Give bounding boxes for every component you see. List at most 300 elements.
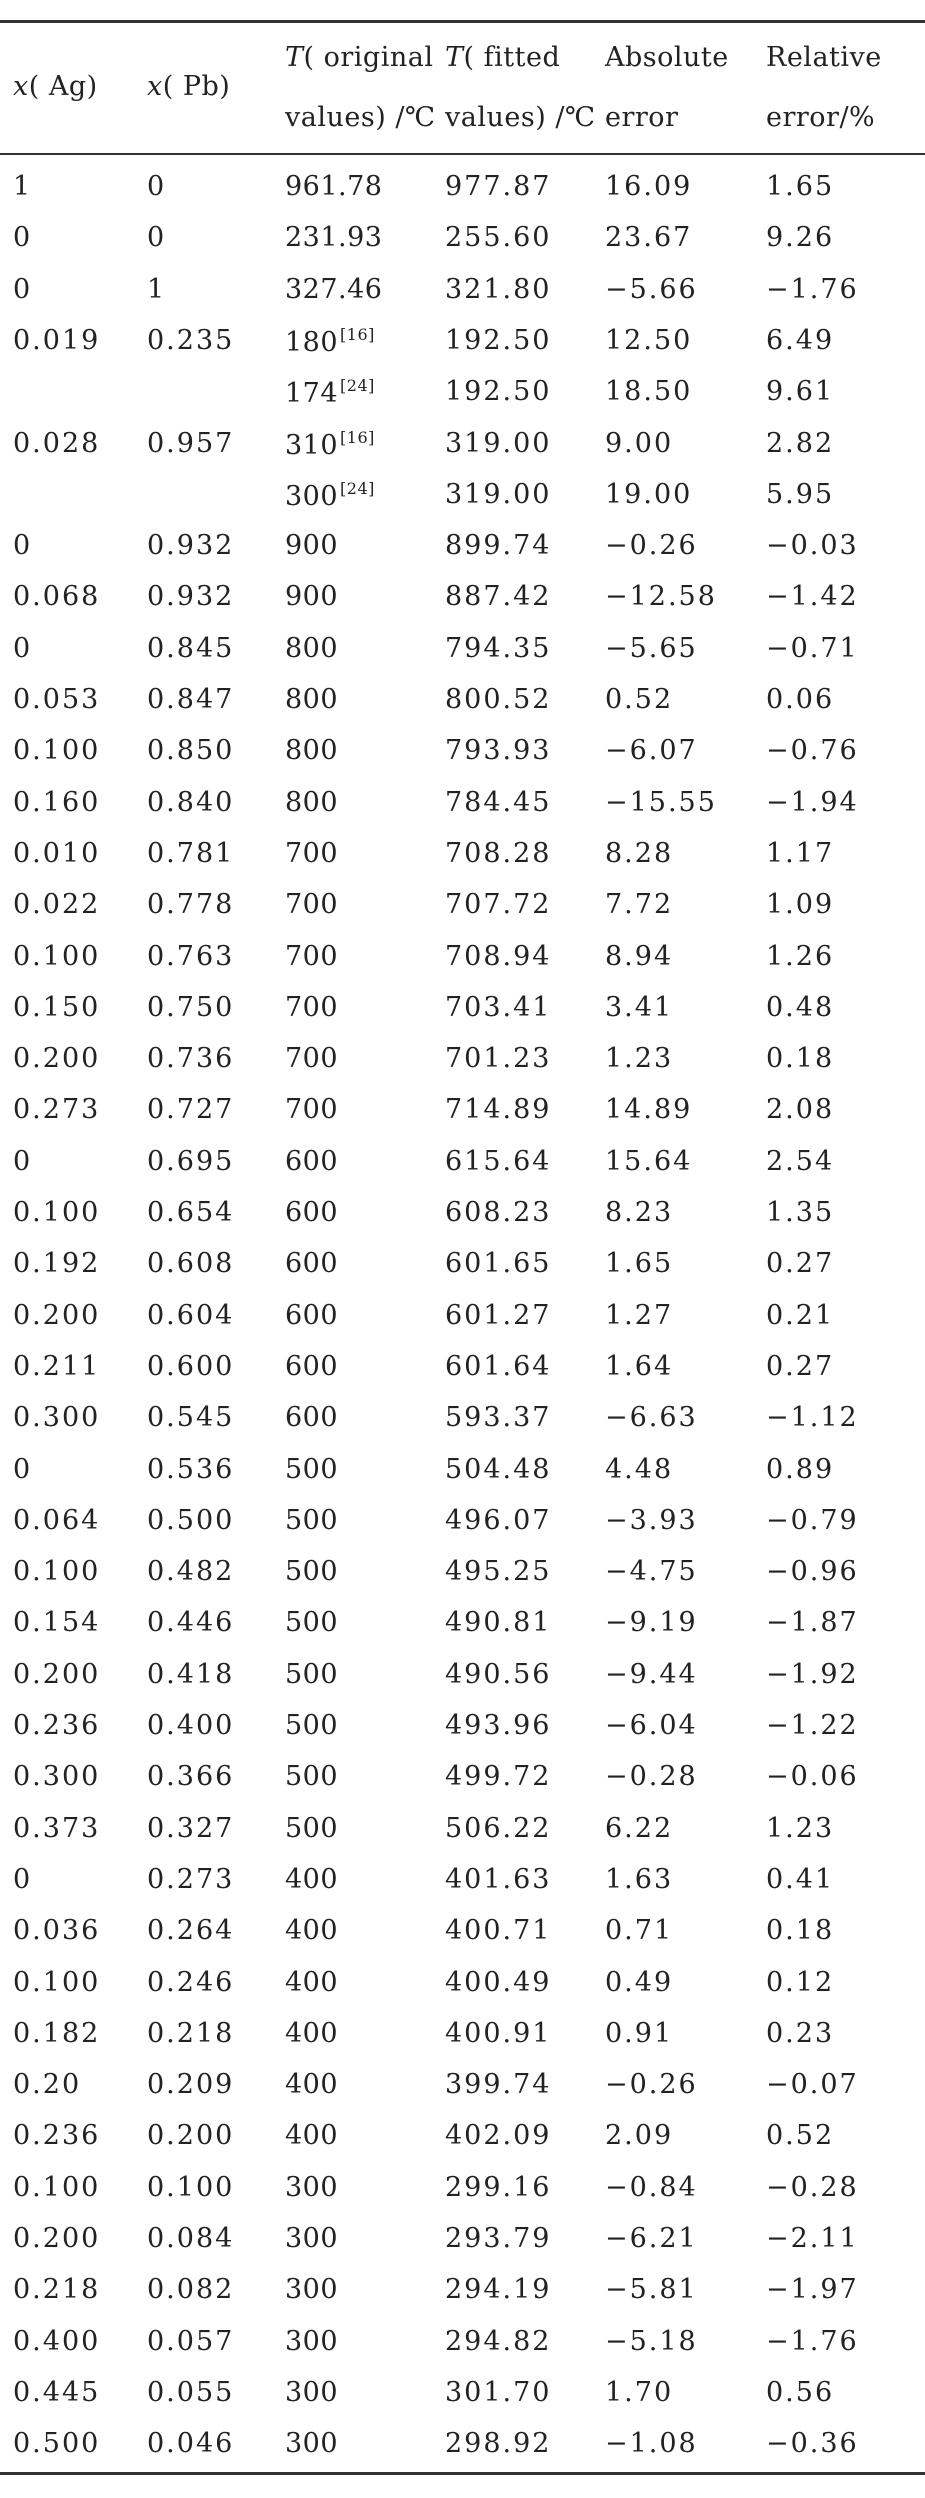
table-row	[0, 2264, 925, 2315]
cell-x-ag: 0	[13, 1453, 33, 1485]
cell-t-original-value: 900	[285, 530, 339, 562]
cell-x-ag: 0.218	[13, 2274, 101, 2306]
table-row	[0, 1341, 925, 1392]
cell-absolute-error: 12.50	[605, 324, 693, 356]
cell-x-ag: 0	[13, 273, 33, 305]
cell-x-ag: 0.154	[13, 1607, 101, 1639]
cell-t-fitted: 192.50	[445, 376, 552, 408]
cell-absolute-error: 19.00	[605, 478, 693, 510]
header-t-fitted-line1	[445, 44, 560, 71]
cell-t-fitted: 601.65	[445, 1248, 552, 1280]
header-t-fitted-line1-text: ( fitted	[463, 42, 561, 73]
cell-x-ag: 0.236	[13, 2120, 101, 2152]
cell-t-original-value: 400	[285, 2120, 339, 2152]
cell-relative-error: 0.18	[766, 1915, 835, 1947]
cell-t-original-value: 300	[285, 2223, 339, 2254]
cell-x-pb: 0.604	[147, 1299, 235, 1331]
cell-x-ag: 0.300	[13, 1402, 101, 1434]
cell-relative-error: −0.71	[766, 632, 859, 664]
cell-t-original-value: 500	[285, 1504, 339, 1536]
cell-relative-error: 1.35	[766, 1197, 835, 1228]
cell-x-ag: 0.064	[13, 1504, 101, 1536]
cell-absolute-error: 1.63	[605, 1863, 674, 1895]
cell-relative-error: 9.61	[766, 376, 835, 408]
cell-x-ag: 0.100	[13, 940, 101, 972]
table-row	[0, 777, 925, 828]
citation-ref: [24]	[340, 376, 375, 396]
cell-t-fitted: 301.70	[445, 2376, 552, 2408]
cell-t-original-value: 800	[285, 735, 339, 767]
table-row	[0, 161, 925, 212]
cell-t-fitted: 708.94	[445, 940, 552, 972]
cell-t-fitted: 399.74	[445, 2069, 552, 2101]
cell-x-pb: 0.235	[147, 324, 235, 356]
cell-t-original-value: 300	[285, 2376, 339, 2408]
cell-t-fitted: 601.27	[445, 1299, 552, 1331]
cell-absolute-error: 18.50	[605, 376, 693, 408]
cell-x-pb: 0.932	[147, 530, 235, 562]
cell-t-original-value: 600	[285, 1197, 339, 1228]
cell-t-original	[285, 324, 375, 358]
cell-t-original	[285, 173, 382, 200]
cell-t-fitted: 400.49	[445, 1966, 552, 1998]
cell-t-original-value: 500	[285, 1453, 339, 1485]
cell-relative-error: 0.21	[766, 1299, 835, 1331]
table-row	[0, 2213, 925, 2264]
cell-x-ag: 0.200	[13, 1658, 101, 1690]
cell-relative-error: 0.52	[766, 2120, 835, 2152]
cell-t-original-value: 174	[285, 378, 339, 410]
cell-x-pb: 0.084	[147, 2223, 235, 2254]
cell-x-pb: 0.418	[147, 1658, 235, 1690]
cell-t-original-value: 300	[285, 480, 339, 512]
cell-x-pb: 0.778	[147, 889, 235, 921]
cell-relative-error: 0.06	[766, 684, 835, 715]
cell-absolute-error: 0.49	[605, 1966, 674, 1998]
table-header-rule	[0, 153, 925, 155]
cell-t-fitted: 707.72	[445, 889, 552, 921]
cell-absolute-error: 8.28	[605, 837, 674, 869]
cell-t-fitted: 294.19	[445, 2274, 552, 2306]
cell-absolute-error: 0.52	[605, 684, 674, 715]
cell-t-original-value: 300	[285, 2274, 339, 2306]
cell-t-fitted: 319.00	[445, 427, 552, 459]
cell-relative-error: 0.23	[766, 2017, 835, 2049]
cell-absolute-error: −6.63	[605, 1402, 698, 1434]
cell-t-original-value: 700	[285, 889, 339, 921]
cell-t-original	[285, 1761, 339, 1793]
cell-x-ag: 0.373	[13, 1812, 101, 1844]
cell-t-original-value: 700	[285, 1094, 339, 1126]
cell-t-fitted: 495.25	[445, 1556, 552, 1588]
cell-t-fitted: 490.81	[445, 1607, 552, 1639]
cell-relative-error: 5.95	[766, 478, 835, 510]
cell-absolute-error: 6.22	[605, 1812, 674, 1844]
cell-relative-error: −1.42	[766, 581, 859, 613]
cell-t-original-value: 600	[285, 1299, 339, 1331]
table-row	[0, 1905, 925, 1956]
cell-relative-error: 1.26	[766, 940, 835, 972]
cell-x-ag: 0.200	[13, 1299, 101, 1331]
cell-t-original-value: 327.46	[285, 273, 383, 305]
cell-relative-error: −2.11	[766, 2223, 859, 2254]
cell-t-original	[285, 1453, 339, 1485]
table-row	[0, 2316, 925, 2367]
cell-relative-error: 2.08	[766, 1094, 835, 1126]
cell-x-pb: 0.608	[147, 1248, 235, 1280]
cell-x-pb: 0.840	[147, 786, 235, 818]
table-row	[0, 1392, 925, 1443]
cell-x-ag: 0	[13, 222, 33, 254]
table-row	[0, 366, 925, 417]
table-row	[0, 1495, 925, 1546]
citation-ref: [16]	[340, 427, 375, 447]
cell-x-ag: 0.500	[13, 2428, 101, 2460]
cell-t-original	[285, 632, 339, 664]
cell-absolute-error: −0.26	[605, 2069, 698, 2101]
cell-absolute-error: 9.00	[605, 427, 674, 459]
table-row	[0, 2418, 925, 2469]
header-relative-line2: error/%	[766, 102, 876, 133]
cell-t-original-value: 400	[285, 2017, 339, 2049]
cell-absolute-error: −5.66	[605, 273, 698, 305]
cell-absolute-error: 0.71	[605, 1915, 674, 1947]
cell-absolute-error: 3.41	[605, 991, 674, 1023]
cell-x-pb: 0.727	[147, 1094, 235, 1126]
cell-x-pb: 0.763	[147, 940, 235, 972]
cell-x-pb: 0.264	[147, 1915, 235, 1947]
cell-t-fitted: 319.00	[445, 478, 552, 510]
cell-absolute-error: 1.64	[605, 1350, 674, 1382]
header-t-original-var: T	[285, 42, 304, 73]
cell-x-pb: 0.100	[147, 2171, 235, 2203]
cell-absolute-error: −6.21	[605, 2223, 698, 2254]
cell-relative-error: 1.65	[766, 171, 835, 202]
cell-x-ag: 0.211	[13, 1350, 101, 1382]
cell-t-original-value: 500	[285, 1812, 339, 1844]
table-row	[0, 1238, 925, 1289]
cell-x-ag: 0.010	[13, 837, 101, 869]
table-bottom-rule	[0, 2472, 925, 2475]
table-row	[0, 212, 925, 263]
cell-absolute-error: −3.93	[605, 1504, 698, 1536]
cell-relative-error: 2.54	[766, 1145, 835, 1177]
cell-absolute-error: 15.64	[605, 1145, 693, 1177]
header-x-ag	[13, 73, 98, 100]
cell-t-original	[285, 1504, 339, 1536]
cell-t-original	[285, 581, 339, 613]
cell-t-original	[285, 1556, 339, 1588]
cell-relative-error: 0.18	[766, 1043, 835, 1075]
cell-t-fitted: 784.45	[445, 786, 552, 818]
cell-t-original	[285, 991, 339, 1023]
cell-absolute-error: −9.44	[605, 1658, 698, 1690]
cell-t-fitted: 615.64	[445, 1145, 552, 1177]
cell-t-original-value: 900	[285, 581, 339, 613]
table-row	[0, 315, 925, 366]
cell-t-fitted: 401.63	[445, 1863, 552, 1895]
cell-relative-error: −1.76	[766, 273, 859, 305]
cell-x-ag: 0.036	[13, 1915, 101, 1947]
cell-x-pb: 0.536	[147, 1453, 235, 1485]
cell-relative-error: −1.94	[766, 786, 859, 818]
table-row	[0, 1444, 925, 1495]
cell-t-fitted: 793.93	[445, 735, 552, 767]
cell-t-original	[285, 273, 383, 305]
cell-absolute-error: 14.89	[605, 1094, 693, 1126]
cell-t-original	[285, 2120, 339, 2152]
cell-absolute-error: 23.67	[605, 222, 693, 254]
cell-t-fitted: 293.79	[445, 2223, 552, 2254]
cell-relative-error: −0.36	[766, 2428, 859, 2460]
cell-relative-error: −0.06	[766, 1761, 859, 1793]
table-row	[0, 1700, 925, 1751]
table-row	[0, 725, 925, 776]
cell-t-original	[285, 1402, 339, 1434]
cell-relative-error: −0.96	[766, 1556, 859, 1588]
cell-absolute-error: −0.26	[605, 530, 698, 562]
cell-relative-error: 0.27	[766, 1248, 835, 1280]
cell-t-original-value: 800	[285, 786, 339, 818]
cell-absolute-error: −1.08	[605, 2428, 698, 2460]
cell-t-original	[285, 786, 339, 818]
cell-t-original	[285, 427, 375, 461]
cell-t-original	[285, 1350, 339, 1382]
cell-t-fitted: 708.28	[445, 837, 552, 869]
cell-relative-error: −0.76	[766, 735, 859, 767]
cell-t-original	[285, 1299, 339, 1331]
cell-relative-error: −0.79	[766, 1504, 859, 1536]
cell-t-original-value: 600	[285, 1248, 339, 1280]
cell-x-ag: 0.100	[13, 1197, 101, 1228]
header-t-fitted-line2: values) /℃	[445, 102, 596, 133]
cell-x-pb: 0.545	[147, 1402, 235, 1434]
cell-x-pb: 0.366	[147, 1761, 235, 1793]
cell-t-original	[285, 1607, 339, 1639]
header-relative-line1: Relative	[766, 42, 882, 73]
table-row	[0, 1187, 925, 1238]
table-row	[0, 571, 925, 622]
cell-relative-error: 6.49	[766, 324, 835, 356]
cell-t-original-value: 300	[285, 2325, 339, 2357]
table-row	[0, 1957, 925, 2008]
table-row	[0, 418, 925, 469]
table-row	[0, 1546, 925, 1597]
cell-t-original-value: 500	[285, 1761, 339, 1793]
header-x-ag-label: ( Ag)	[28, 71, 98, 102]
cell-absolute-error: 0.91	[605, 2017, 674, 2049]
header-x-pb-var: x	[147, 71, 163, 102]
table-row	[0, 1597, 925, 1648]
cell-x-pb: 0.654	[147, 1197, 235, 1228]
cell-t-fitted: 496.07	[445, 1504, 552, 1536]
table-row	[0, 2367, 925, 2418]
cell-absolute-error: 1.70	[605, 2376, 674, 2408]
cell-t-original	[285, 1043, 339, 1075]
cell-absolute-error: 16.09	[605, 171, 693, 202]
cell-relative-error: 1.09	[766, 889, 835, 921]
cell-t-original	[285, 940, 339, 972]
table-row	[0, 264, 925, 315]
cell-relative-error: 0.56	[766, 2376, 835, 2408]
cell-t-original-value: 600	[285, 1350, 339, 1382]
cell-t-fitted: 400.71	[445, 1915, 552, 1947]
cell-t-fitted: 504.48	[445, 1453, 552, 1485]
header-x-pb-label: ( Pb)	[162, 71, 231, 102]
cell-relative-error: −1.87	[766, 1607, 859, 1639]
cell-t-original	[285, 1915, 339, 1947]
cell-x-ag: 0.236	[13, 1710, 101, 1741]
cell-x-pb: 0.055	[147, 2376, 235, 2408]
cell-x-ag: 0.160	[13, 786, 101, 818]
cell-t-original-value: 700	[285, 837, 339, 869]
cell-t-fitted: 255.60	[445, 222, 552, 254]
cell-x-ag: 1	[13, 171, 33, 202]
cell-t-original	[285, 735, 339, 767]
cell-t-fitted: 499.72	[445, 1761, 552, 1793]
cell-t-fitted: 794.35	[445, 632, 552, 664]
cell-relative-error: 0.89	[766, 1453, 835, 1485]
cell-x-ag: 0.100	[13, 1966, 101, 1998]
cell-x-pb: 0.957	[147, 427, 235, 459]
cell-t-fitted: 703.41	[445, 991, 552, 1023]
table-row	[0, 674, 925, 725]
cell-x-ag: 0.022	[13, 889, 101, 921]
cell-relative-error: −0.03	[766, 530, 859, 562]
cell-t-original-value: 800	[285, 684, 339, 715]
table-row	[0, 1290, 925, 1341]
cell-t-original	[285, 1812, 339, 1844]
citation-ref: [24]	[340, 478, 375, 498]
citation-ref: [16]	[340, 324, 375, 344]
cell-x-pb: 0.200	[147, 2120, 235, 2152]
cell-t-original	[285, 2428, 339, 2460]
table-row	[0, 1803, 925, 1854]
cell-t-fitted: 299.16	[445, 2171, 552, 2203]
cell-x-pb: 0.273	[147, 1863, 235, 1895]
cell-t-original	[285, 1094, 339, 1126]
cell-relative-error: 0.48	[766, 991, 835, 1023]
cell-absolute-error: −5.65	[605, 632, 698, 664]
cell-t-original-value: 961.78	[285, 171, 383, 202]
cell-x-pb: 0.057	[147, 2325, 235, 2357]
cell-t-original-value: 400	[285, 1915, 339, 1947]
header-absolute-line2: error	[605, 102, 679, 133]
cell-t-fitted: 321.80	[445, 273, 552, 305]
cell-x-ag: 0.200	[13, 1043, 101, 1075]
cell-t-original	[285, 686, 338, 713]
cell-t-original	[285, 1966, 339, 1998]
cell-x-pb: 0.500	[147, 1504, 235, 1536]
cell-x-ag: 0.100	[13, 1556, 101, 1588]
cell-absolute-error: −0.84	[605, 2171, 698, 2203]
cell-t-original-value: 300	[285, 2428, 339, 2460]
cell-x-pb: 0.246	[147, 1966, 235, 1998]
cell-t-fitted: 294.82	[445, 2325, 552, 2357]
cell-x-pb: 0	[147, 171, 167, 202]
cell-t-original	[285, 1712, 338, 1739]
cell-relative-error: −1.92	[766, 1658, 859, 1690]
header-x-ag-var: x	[13, 71, 29, 102]
cell-t-original	[285, 1199, 338, 1226]
cell-t-original-value: 231.93	[285, 222, 383, 254]
cell-x-pb: 0.695	[147, 1145, 235, 1177]
cell-x-ag: 0.068	[13, 581, 101, 613]
cell-t-original-value: 400	[285, 1863, 339, 1895]
cell-t-original-value: 400	[285, 2069, 339, 2101]
cell-x-ag: 0.20	[13, 2069, 82, 2101]
cell-absolute-error: 8.23	[605, 1197, 674, 1228]
cell-t-original	[285, 837, 339, 869]
cell-t-fitted: 887.42	[445, 581, 552, 613]
cell-t-original-value: 180	[285, 326, 339, 358]
cell-relative-error: −1.97	[766, 2274, 859, 2306]
cell-t-fitted: 977.87	[445, 171, 552, 202]
header-t-fitted-var: T	[445, 42, 464, 73]
cell-x-ag: 0.100	[13, 2171, 101, 2203]
cell-t-original-value: 700	[285, 1043, 339, 1075]
header-x-pb	[147, 73, 230, 100]
cell-relative-error: 1.23	[766, 1812, 835, 1844]
cell-t-original-value: 310	[285, 429, 339, 461]
cell-x-ag: 0.300	[13, 1761, 101, 1793]
cell-x-pb: 0.736	[147, 1043, 235, 1075]
cell-relative-error: 2.82	[766, 427, 835, 459]
cell-t-fitted: 400.91	[445, 2017, 552, 2049]
cell-x-pb: 0.209	[147, 2069, 235, 2101]
cell-x-ag: 0.273	[13, 1094, 101, 1126]
cell-x-ag: 0.028	[13, 427, 101, 459]
cell-x-pb: 0.850	[147, 735, 235, 767]
cell-x-pb: 0.400	[147, 1710, 235, 1741]
cell-x-pb: 0.446	[147, 1607, 235, 1639]
cell-x-ag: 0	[13, 530, 33, 562]
cell-t-original-value: 500	[285, 1607, 339, 1639]
cell-absolute-error: −6.04	[605, 1710, 698, 1741]
cell-t-original-value: 600	[285, 1402, 339, 1434]
table-row	[0, 2008, 925, 2059]
cell-t-fitted: 490.56	[445, 1658, 552, 1690]
cell-x-ag: 0	[13, 632, 33, 664]
cell-t-original-value: 500	[285, 1658, 339, 1690]
cell-absolute-error: −0.28	[605, 1761, 698, 1793]
cell-t-original-value: 700	[285, 940, 339, 972]
cell-t-original	[285, 2274, 339, 2306]
cell-x-pb: 0.046	[147, 2428, 235, 2460]
cell-t-original	[285, 376, 375, 410]
cell-x-pb: 0.847	[147, 684, 235, 715]
table-row	[0, 520, 925, 571]
cell-t-fitted: 601.64	[445, 1350, 552, 1382]
header-t-original-line2: values) /℃	[285, 102, 436, 133]
cell-absolute-error: −6.07	[605, 735, 698, 767]
cell-t-original-value: 700	[285, 991, 339, 1023]
cell-t-original	[285, 2017, 339, 2049]
cell-absolute-error: 4.48	[605, 1453, 674, 1485]
cell-relative-error: −1.12	[766, 1402, 859, 1434]
cell-absolute-error: −9.19	[605, 1607, 698, 1639]
cell-t-fitted: 800.52	[445, 684, 552, 715]
cell-t-original	[285, 889, 339, 921]
header-t-original-line1-text: ( original	[303, 42, 434, 73]
cell-absolute-error: 1.27	[605, 1299, 674, 1331]
cell-t-fitted: 402.09	[445, 2120, 552, 2152]
cell-x-pb: 0.082	[147, 2274, 235, 2306]
cell-t-original	[285, 1248, 339, 1280]
cell-absolute-error: −5.18	[605, 2325, 698, 2357]
cell-t-original	[285, 2069, 339, 2101]
cell-t-original-value: 500	[285, 1556, 339, 1588]
